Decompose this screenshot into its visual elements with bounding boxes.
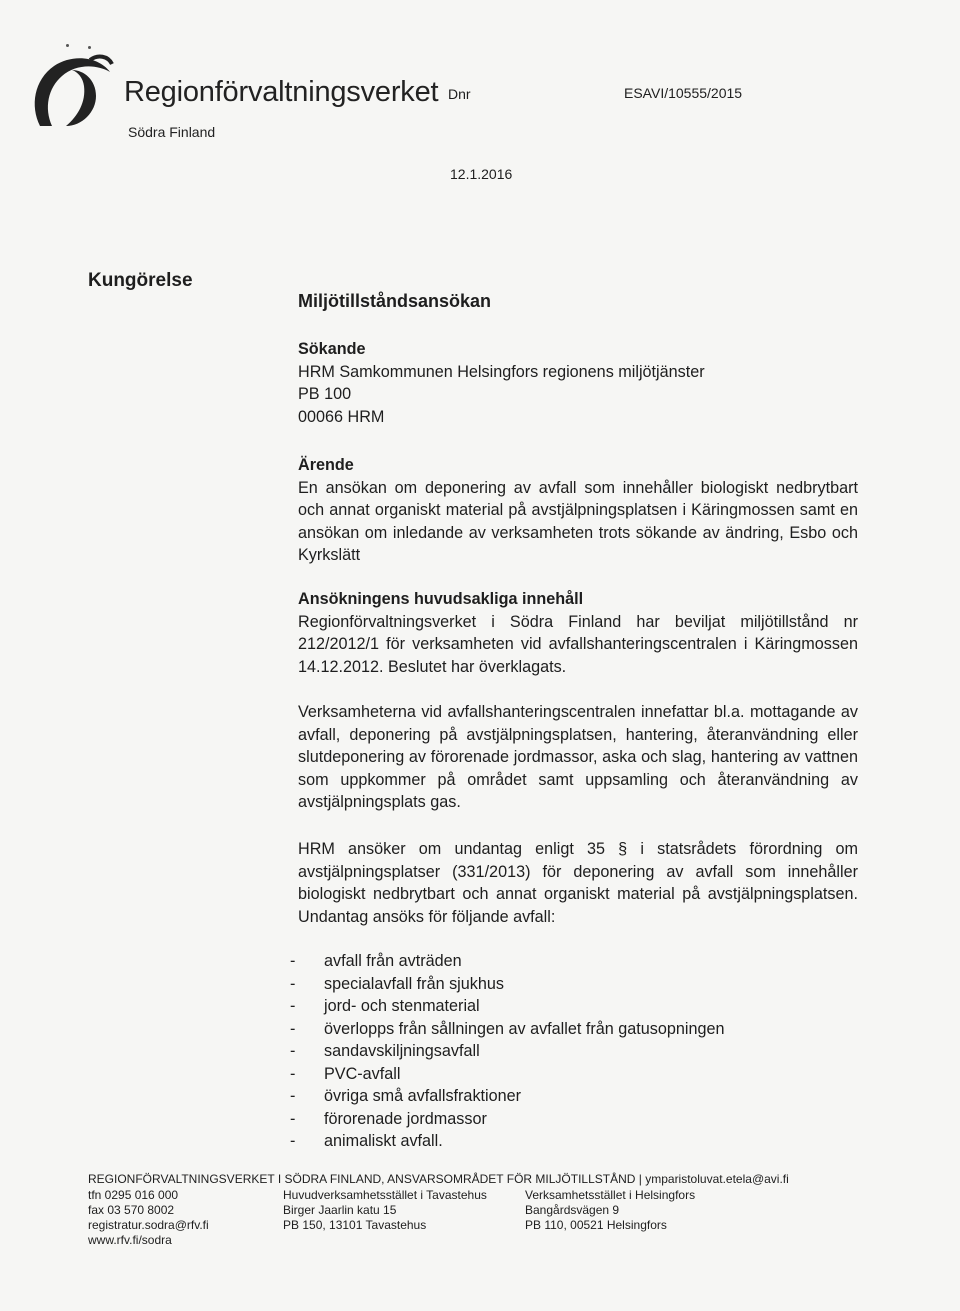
applicant-section [298,338,858,428]
dnr-label: Dnr [448,86,471,102]
document-title: Miljötillståndsansökan [298,291,492,311]
applicant-line: PB 100 [298,385,352,403]
document-type: Kungörelse [88,270,193,291]
org-name: Regionförvaltningsverket [124,76,439,108]
footer-website: www.rfv.fi/sodra [88,1233,172,1247]
content-paragraph-1: Regionförvaltningsverket i Södra Finland har beviljat miljötillstånd nr 212/2012/1 för verksamheten vid avfallshanteringscentralen i Käringmossen 14.12.2012. Beslutet har överklagats. [298,612,858,676]
footer-main-office-line: Birger Jaarlin katu 15 [283,1203,397,1217]
matter-section [298,454,858,567]
list-item: - avfall från avträden [290,950,850,973]
footer-contact [88,1188,209,1248]
footer-main-office [283,1188,487,1233]
scan-speck [88,46,91,49]
content-paragraph-3-wrap [298,838,858,928]
content-section [298,588,858,678]
applicant-line: 00066 HRM [298,407,385,426]
footer-fax: fax 03 570 8002 [88,1203,175,1217]
footer-main-office-line: Huvudverksamhetsstället i Tavastehus [283,1188,487,1202]
document-date: 12.1.2016 [450,166,513,182]
org-region: Södra Finland [128,124,216,140]
content-paragraph-2-wrap [298,701,858,814]
list-item: - jord- och stenmaterial [290,995,850,1018]
list-item: - sandavskiljningsavfall [290,1040,850,1063]
footer-line-1: REGIONFÖRVALTNINGSVERKET I SÖDRA FINLAND, ANSVARSOMRÅDET FÖR MILJÖTILLSTÅND | ymparistoluvat.etela@avi.fi [88,1172,789,1186]
dnr-value: ESAVI/10555/2015 [624,85,743,101]
footer [88,1172,868,1247]
footer-email: registratur.sodra@rfv.fi [88,1218,209,1232]
applicant-line: HRM Samkommunen Helsingfors regionens miljötjänster [298,362,705,381]
regionforvaltningsverket-logo-icon [26,46,118,138]
list-item: - animaliskt avfall. [290,1130,850,1153]
scan-speck [66,44,69,47]
matter-text: En ansökan om deponering av avfall som innehåller biologiskt nedbrytbart och annat organiskt material på avstjälpningsplatsen i Käringmossen samt en ansökan om inledande av verksamheten trots sökande av ändring, Esbo och Kyrkslätt [298,478,858,564]
list-item: - övriga små avfallsfraktioner [290,1085,850,1108]
content-paragraph-3: HRM ansöker om undantag enligt 35 § i statsrådets förordning om avstjälpningsplatser (331/2013) för deponering av avfall som innehåller biologiskt nedbrytbart och annat organiskt material på avstjälpningsplatsen. Undantag ansöks för följande avfall: [298,840,858,926]
waste-list [290,950,850,1153]
applicant-heading: Sökande [298,340,366,358]
footer-branch-office [525,1188,695,1233]
list-item: - förorenade jordmassor [290,1108,850,1131]
footer-branch-office-line: Bangårdsvägen 9 [525,1203,620,1217]
list-item: - PVC-avfall [290,1063,850,1086]
footer-main-office-line: PB 150, 13101 Tavastehus [283,1218,427,1232]
list-item: - specialavfall från sjukhus [290,973,850,996]
list-item: - överlopps från sållningen av avfallet från gatusopningen [290,1018,850,1041]
footer-branch-office-line: PB 110, 00521 Helsingfors [525,1218,667,1232]
matter-heading: Ärende [298,456,354,474]
footer-phone: tfn 0295 016 000 [88,1188,179,1202]
footer-branch-office-line: Verksamhetsstället i Helsingfors [525,1188,696,1202]
content-heading: Ansökningens huvudsakliga innehåll [298,590,584,608]
content-paragraph-2: Verksamheterna vid avfallshanteringscentralen innefattar bl.a. mottagande av avfall, deponering på avstjälpningsplatsen, hantering, återanvändning eller slutdeponering av förorenade jordmassor, aska och slag, hantering av vattnen som uppkommer på området samt uppsamling och återanvändning av avstjälpningsplats gas. [298,703,858,811]
